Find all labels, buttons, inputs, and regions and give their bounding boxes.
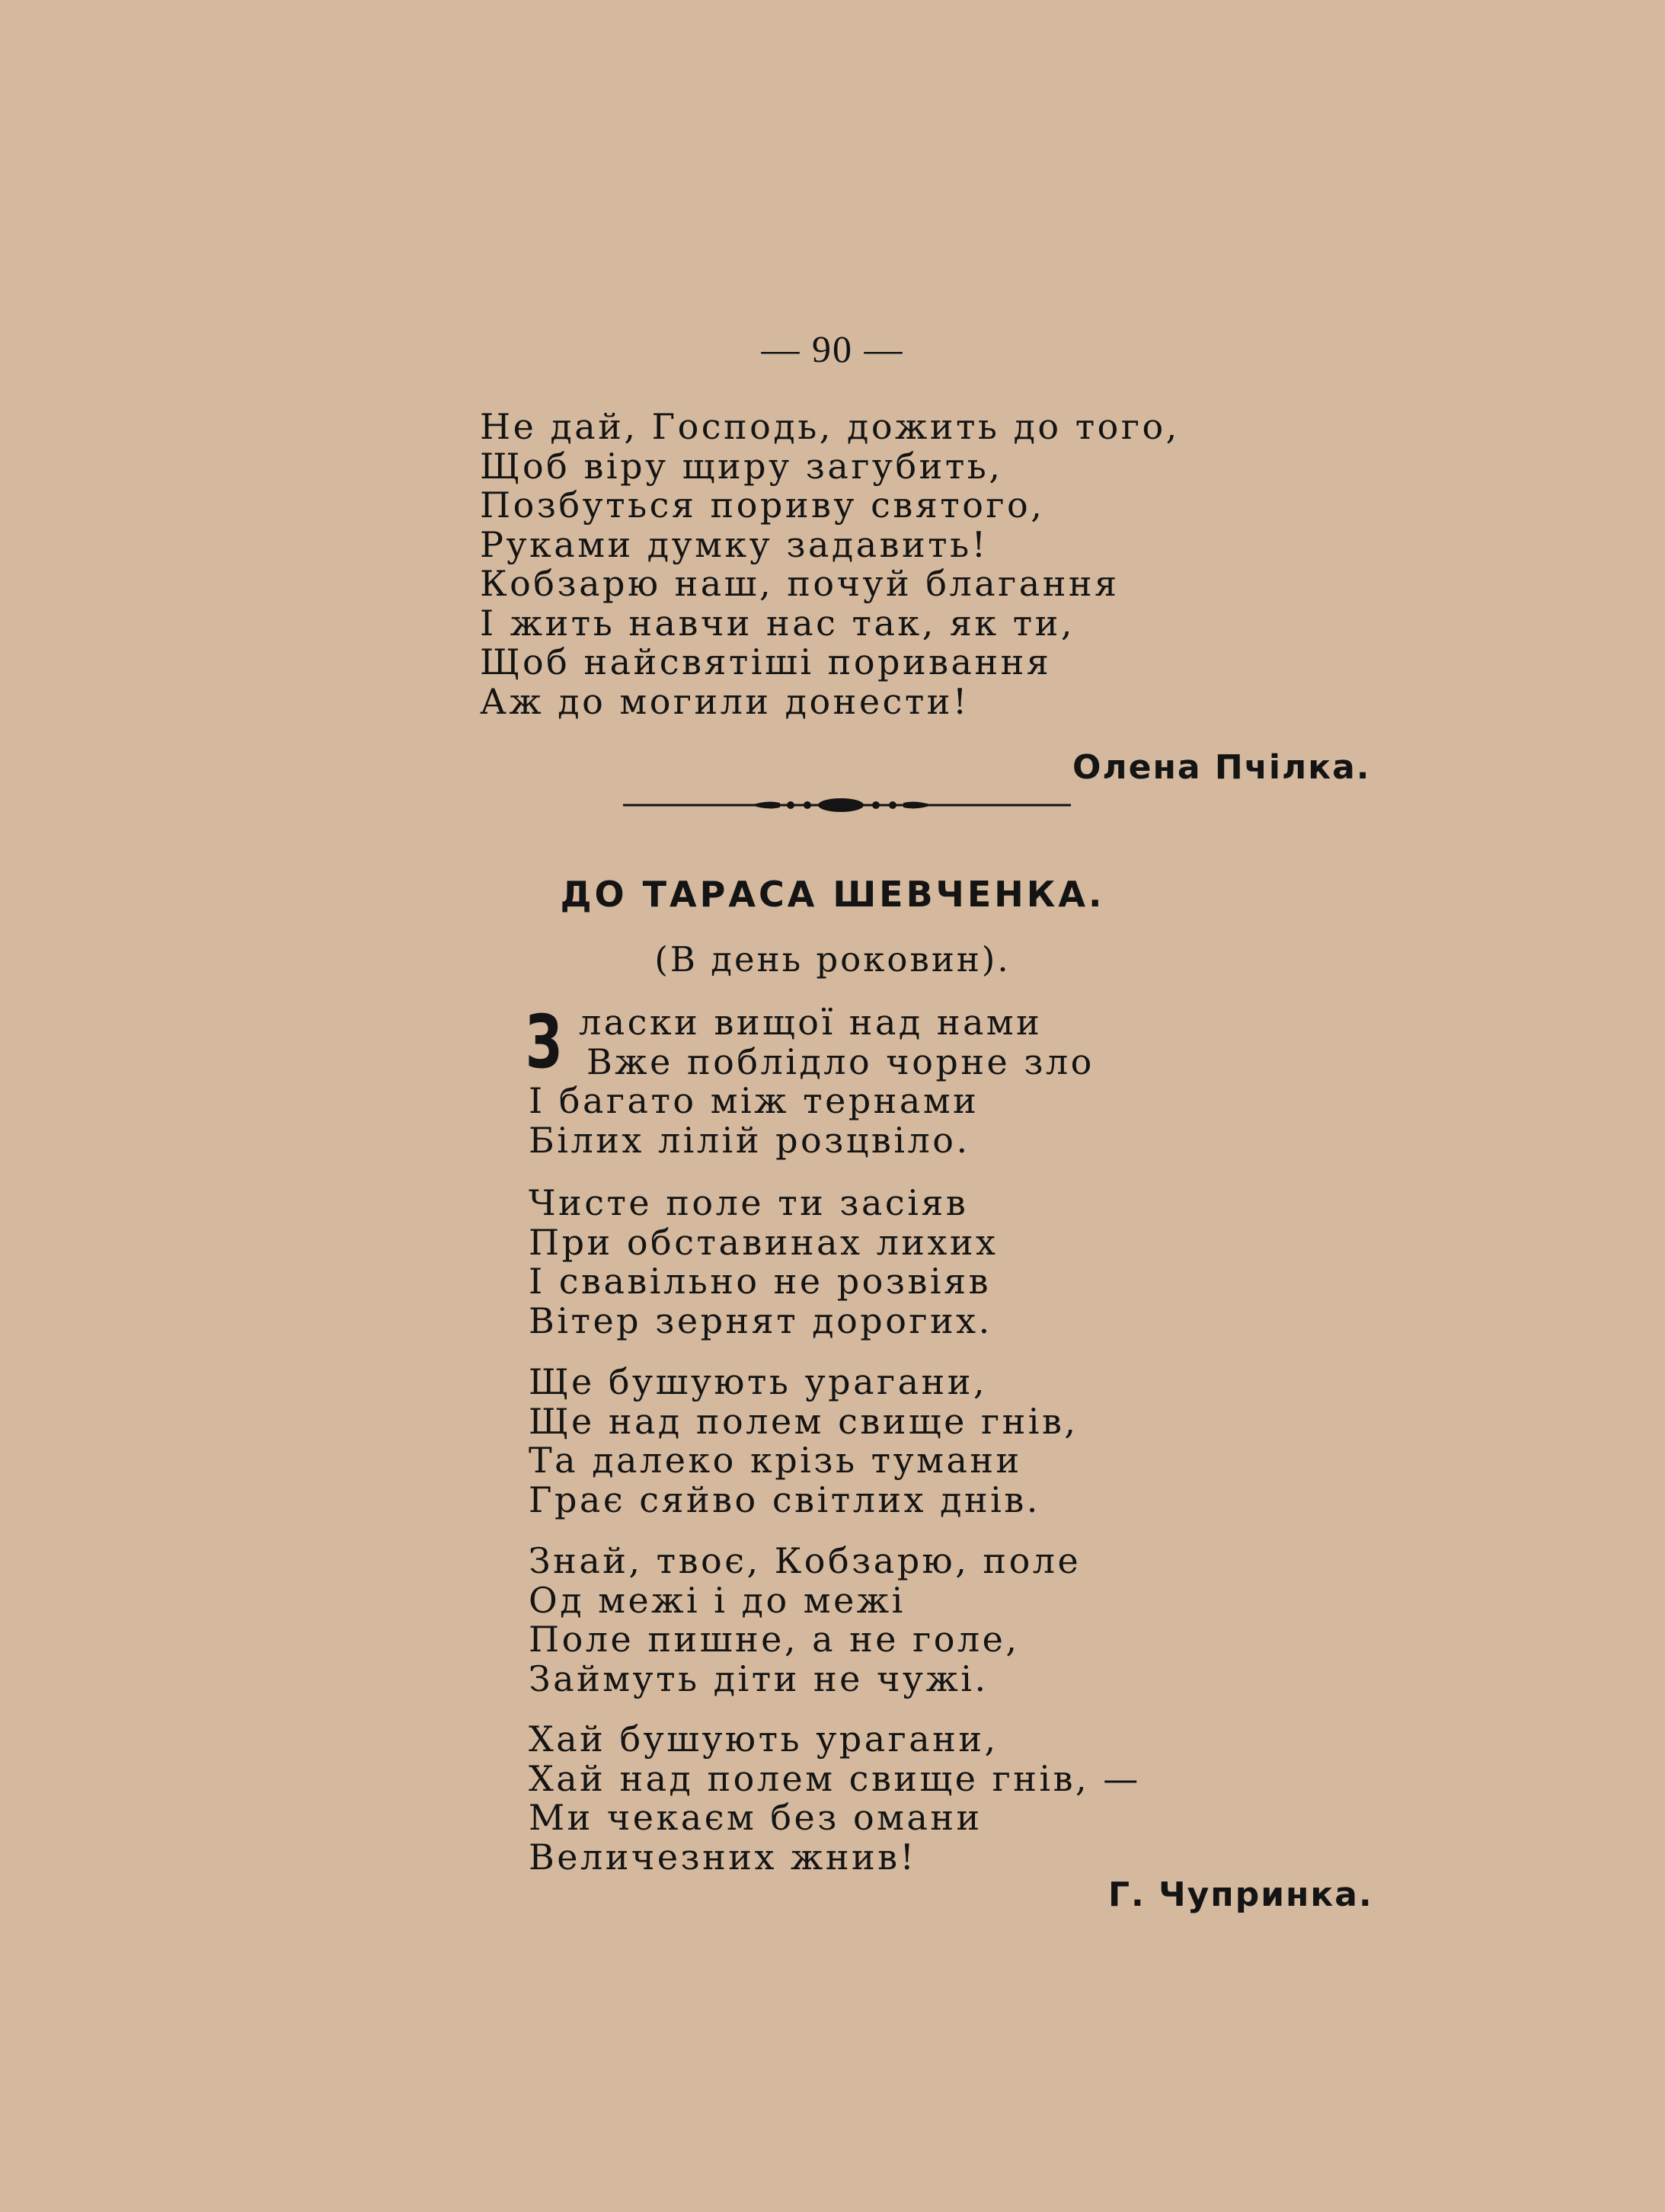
poem-line: Величезних жнив!: [529, 1836, 917, 1878]
poem-line: Займуть діти не чужі.: [529, 1657, 989, 1699]
poem-line: ласки вищої над нами: [579, 1002, 1043, 1043]
stanza: [529, 1720, 1141, 1877]
stanza: [529, 1363, 1079, 1520]
stanza: [529, 1542, 1081, 1699]
poem-line: Позбутьcя пориву святого,: [480, 484, 1045, 526]
poem-author: Г. Чупринка.: [1108, 1875, 1373, 1914]
poem-line: Ще над полем свище гнів,: [529, 1400, 1079, 1442]
poem-line: Щоб віру щиру загубить,: [480, 445, 1003, 487]
poem-title: ДО ТАРАСА ШЕВЧЕНКА.: [560, 874, 1105, 915]
poem-line: Руками думку задавить!: [480, 523, 989, 565]
poem-line: І свавільно не розвіяв: [529, 1261, 991, 1302]
poem-line: Не дай, Господь, дожить до того,: [480, 406, 1180, 447]
poem-line: Чисте поле ти засіяв: [529, 1182, 969, 1223]
poem-line: Та далеко крізь тумани: [529, 1440, 1022, 1481]
poem-line: Кобзарю наш, почуй благання: [480, 563, 1120, 604]
poem-subtitle: (В день роковин).: [654, 939, 1011, 980]
poem-line: Ми чекаєм без омани: [529, 1797, 983, 1838]
poem-line: Вітер зернят дорогих.: [529, 1299, 992, 1341]
page-number: — 90 —: [761, 328, 904, 370]
poem-olena-pchilka: [480, 408, 1180, 721]
poem-line: І жить навчи нас так, як ти,: [480, 602, 1075, 644]
poem-line: Щоб найсвятіші поривання: [480, 641, 1052, 682]
drop-cap: З: [526, 999, 562, 1085]
poem-line: Ще бушують урагани,: [529, 1361, 987, 1402]
ornamental-divider: [623, 792, 1071, 818]
poem-line: Вже поблідло чорне зло: [586, 1040, 1095, 1082]
poem-line: Знай, твоє, Кобзарю, поле: [529, 1540, 1082, 1581]
poem-line: Грає сяйво світлих днів.: [529, 1478, 1040, 1520]
poem-line: Хай над полем свище гнів, —: [529, 1757, 1141, 1799]
poem-line: Од межі і до межі: [529, 1579, 906, 1621]
poem-line: І багато між тернами: [529, 1080, 980, 1121]
poem-line: Поле пишне, а не голе,: [529, 1619, 1020, 1660]
poem-line: Хай бушують урагани,: [529, 1718, 999, 1760]
poem-line: Аж до могили донести!: [480, 680, 970, 722]
poem-line: При обставинах лихих: [529, 1221, 999, 1263]
stanza: [529, 1184, 999, 1341]
stanza: [529, 1003, 1095, 1160]
poem-author: Олена Пчілка.: [1072, 748, 1371, 787]
poem-line: Білих лілій розцвіло.: [529, 1119, 970, 1161]
